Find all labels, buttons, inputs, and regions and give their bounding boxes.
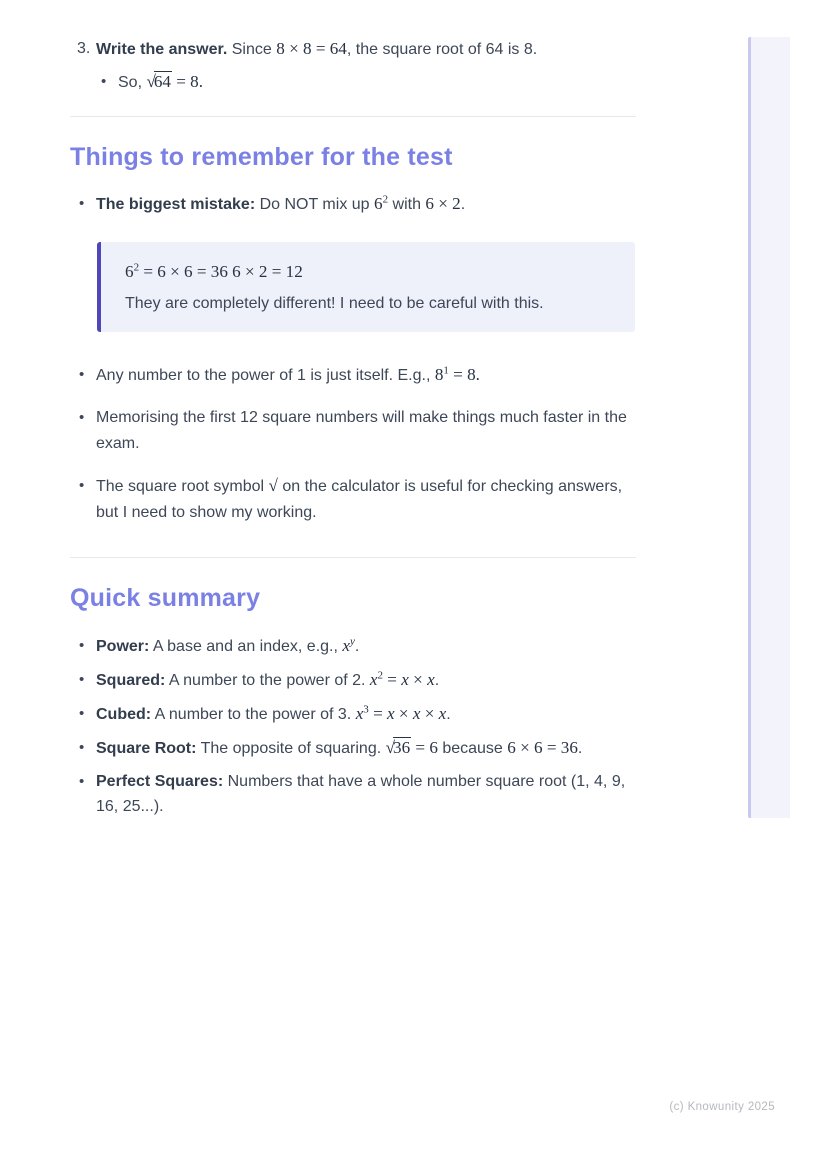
bold-text: Perfect Squares: [96,773,224,790]
sqrt-expression [386,738,412,757]
superscript: 2 [133,261,140,274]
list-item-text [96,735,636,761]
radicand: 64 [153,72,171,91]
superscript: y [350,635,355,648]
list-item-text [96,191,636,218]
list-item-text [96,769,636,819]
text-run: The square root symbol [96,478,269,495]
math-text: × [420,704,439,723]
bullet-marker: • [79,409,85,426]
list-item [79,735,636,761]
superscript: 2 [382,193,389,206]
radicand: 36 [393,738,411,757]
math-text: 6 × 6 = 36 [507,738,578,757]
bullet-marker: • [79,195,85,212]
bullet-marker: • [79,773,85,790]
bullet-marker: • [79,671,85,688]
step-number: 3. [77,40,91,57]
things-to-remember-list-top [70,191,636,218]
callout-math-line [125,258,615,286]
step-sub-list [70,69,636,95]
superscript: 2 [377,669,384,682]
text-run: . [354,638,360,655]
math-text: = 8. [448,365,480,384]
text-run: So, [118,74,147,91]
list-item [79,191,636,218]
superscript: 3 [363,703,369,716]
list-item-text [96,405,636,457]
text-run: Memorising the first 12 square numbers will make things much faster in the exam. [96,409,627,452]
bold-text: Cubed: [96,706,152,723]
text-run: Do NOT mix up [255,196,374,213]
bullet-marker: • [101,73,107,90]
list-item [79,405,636,457]
things-to-remember-list-bottom [70,362,636,526]
bold-text: Squared: [96,672,166,689]
numbered-step [70,36,636,62]
math-text: = 6 [411,738,438,757]
text-run: because [437,740,508,757]
math-text: = [383,670,402,689]
math-text: √ [268,476,278,495]
bullet-marker: • [79,637,85,654]
bullet-marker: • [79,477,85,494]
bold-text: Square Root: [96,740,197,757]
text-run: Numbers that have a whole number square root (1, 4, 9, 16, 25...). [96,773,626,815]
copyright-footer: (c) Knowunity 2025 [669,1101,775,1113]
text-run: The opposite of squaring. [196,740,386,757]
math-text: x [401,670,409,689]
list-item-text [118,69,636,95]
list-item-text [96,667,636,693]
bold-text: Write the answer. [96,41,228,58]
text-run: A number to the power of 2. [165,672,370,689]
text-run: . [460,196,466,213]
text-run: , the square root of 64 is 8. [346,41,538,58]
math-text: = [368,704,388,723]
bullet-marker: • [79,705,85,722]
sqrt-expression [146,72,172,91]
callout-box [97,242,635,332]
list-item-text [96,362,636,389]
bold-text: The biggest mistake: [96,196,256,213]
text-run: Since [227,41,277,58]
list-item [79,633,636,659]
section-divider [70,116,636,117]
math-text: x [427,670,435,689]
radical-sign: √ [146,72,155,91]
math-text: = 8. [171,72,204,91]
text-run: . [434,672,440,689]
superscript: 1 [443,364,449,377]
text-run: . [446,706,451,723]
math-text: x [387,704,395,723]
text-run: A base and an index, e.g., [149,638,343,655]
step-text [96,36,636,62]
page-edge-strip [748,37,790,818]
list-item-text [96,701,636,727]
list-item [79,473,636,526]
math-text: × [408,670,428,689]
list-item [79,701,636,727]
text-run: Any number to the power of 1 is just itself. E.g., [96,367,435,384]
list-item [79,667,636,693]
math-text: x [342,636,350,655]
text-run: They are completely different! I need to be careful with this. [125,295,544,312]
math-text: x [355,704,364,723]
radical-sign: √ [385,738,395,757]
list-item [79,769,636,819]
callout-text-line [125,290,615,317]
math-text: 8 × 8 = 64 [276,39,347,58]
quick-summary-list [70,633,636,819]
bold-text: Power: [96,638,150,655]
math-text: x [438,704,447,723]
math-text: 6 [125,262,134,281]
math-text: × [394,704,413,723]
section-divider [70,557,636,558]
math-text: 6 × 2 [425,194,461,213]
list-item-text [96,473,636,526]
bullet-marker: • [79,366,85,383]
list-item [79,362,636,389]
math-text: 8 [434,365,444,384]
math-text: 6 [374,194,383,213]
text-run: . [577,740,583,757]
math-text: = 6 × 6 = 36 6 × 2 = 12 [139,262,303,281]
list-item-text [96,633,636,659]
text-run: on the calculator is useful for checking answers, but I need to show my working. [96,478,623,521]
bullet-marker: • [79,739,85,756]
section-heading-things-to-remember: Things to remember for the test [70,143,453,171]
text-run: A number to the power of 3. [151,706,356,723]
math-text: x [369,670,378,689]
section-heading-quick-summary: Quick summary [70,584,261,612]
list-item [101,69,636,95]
notes-content [70,36,636,827]
text-run: with [388,196,426,213]
math-text: x [412,704,421,723]
